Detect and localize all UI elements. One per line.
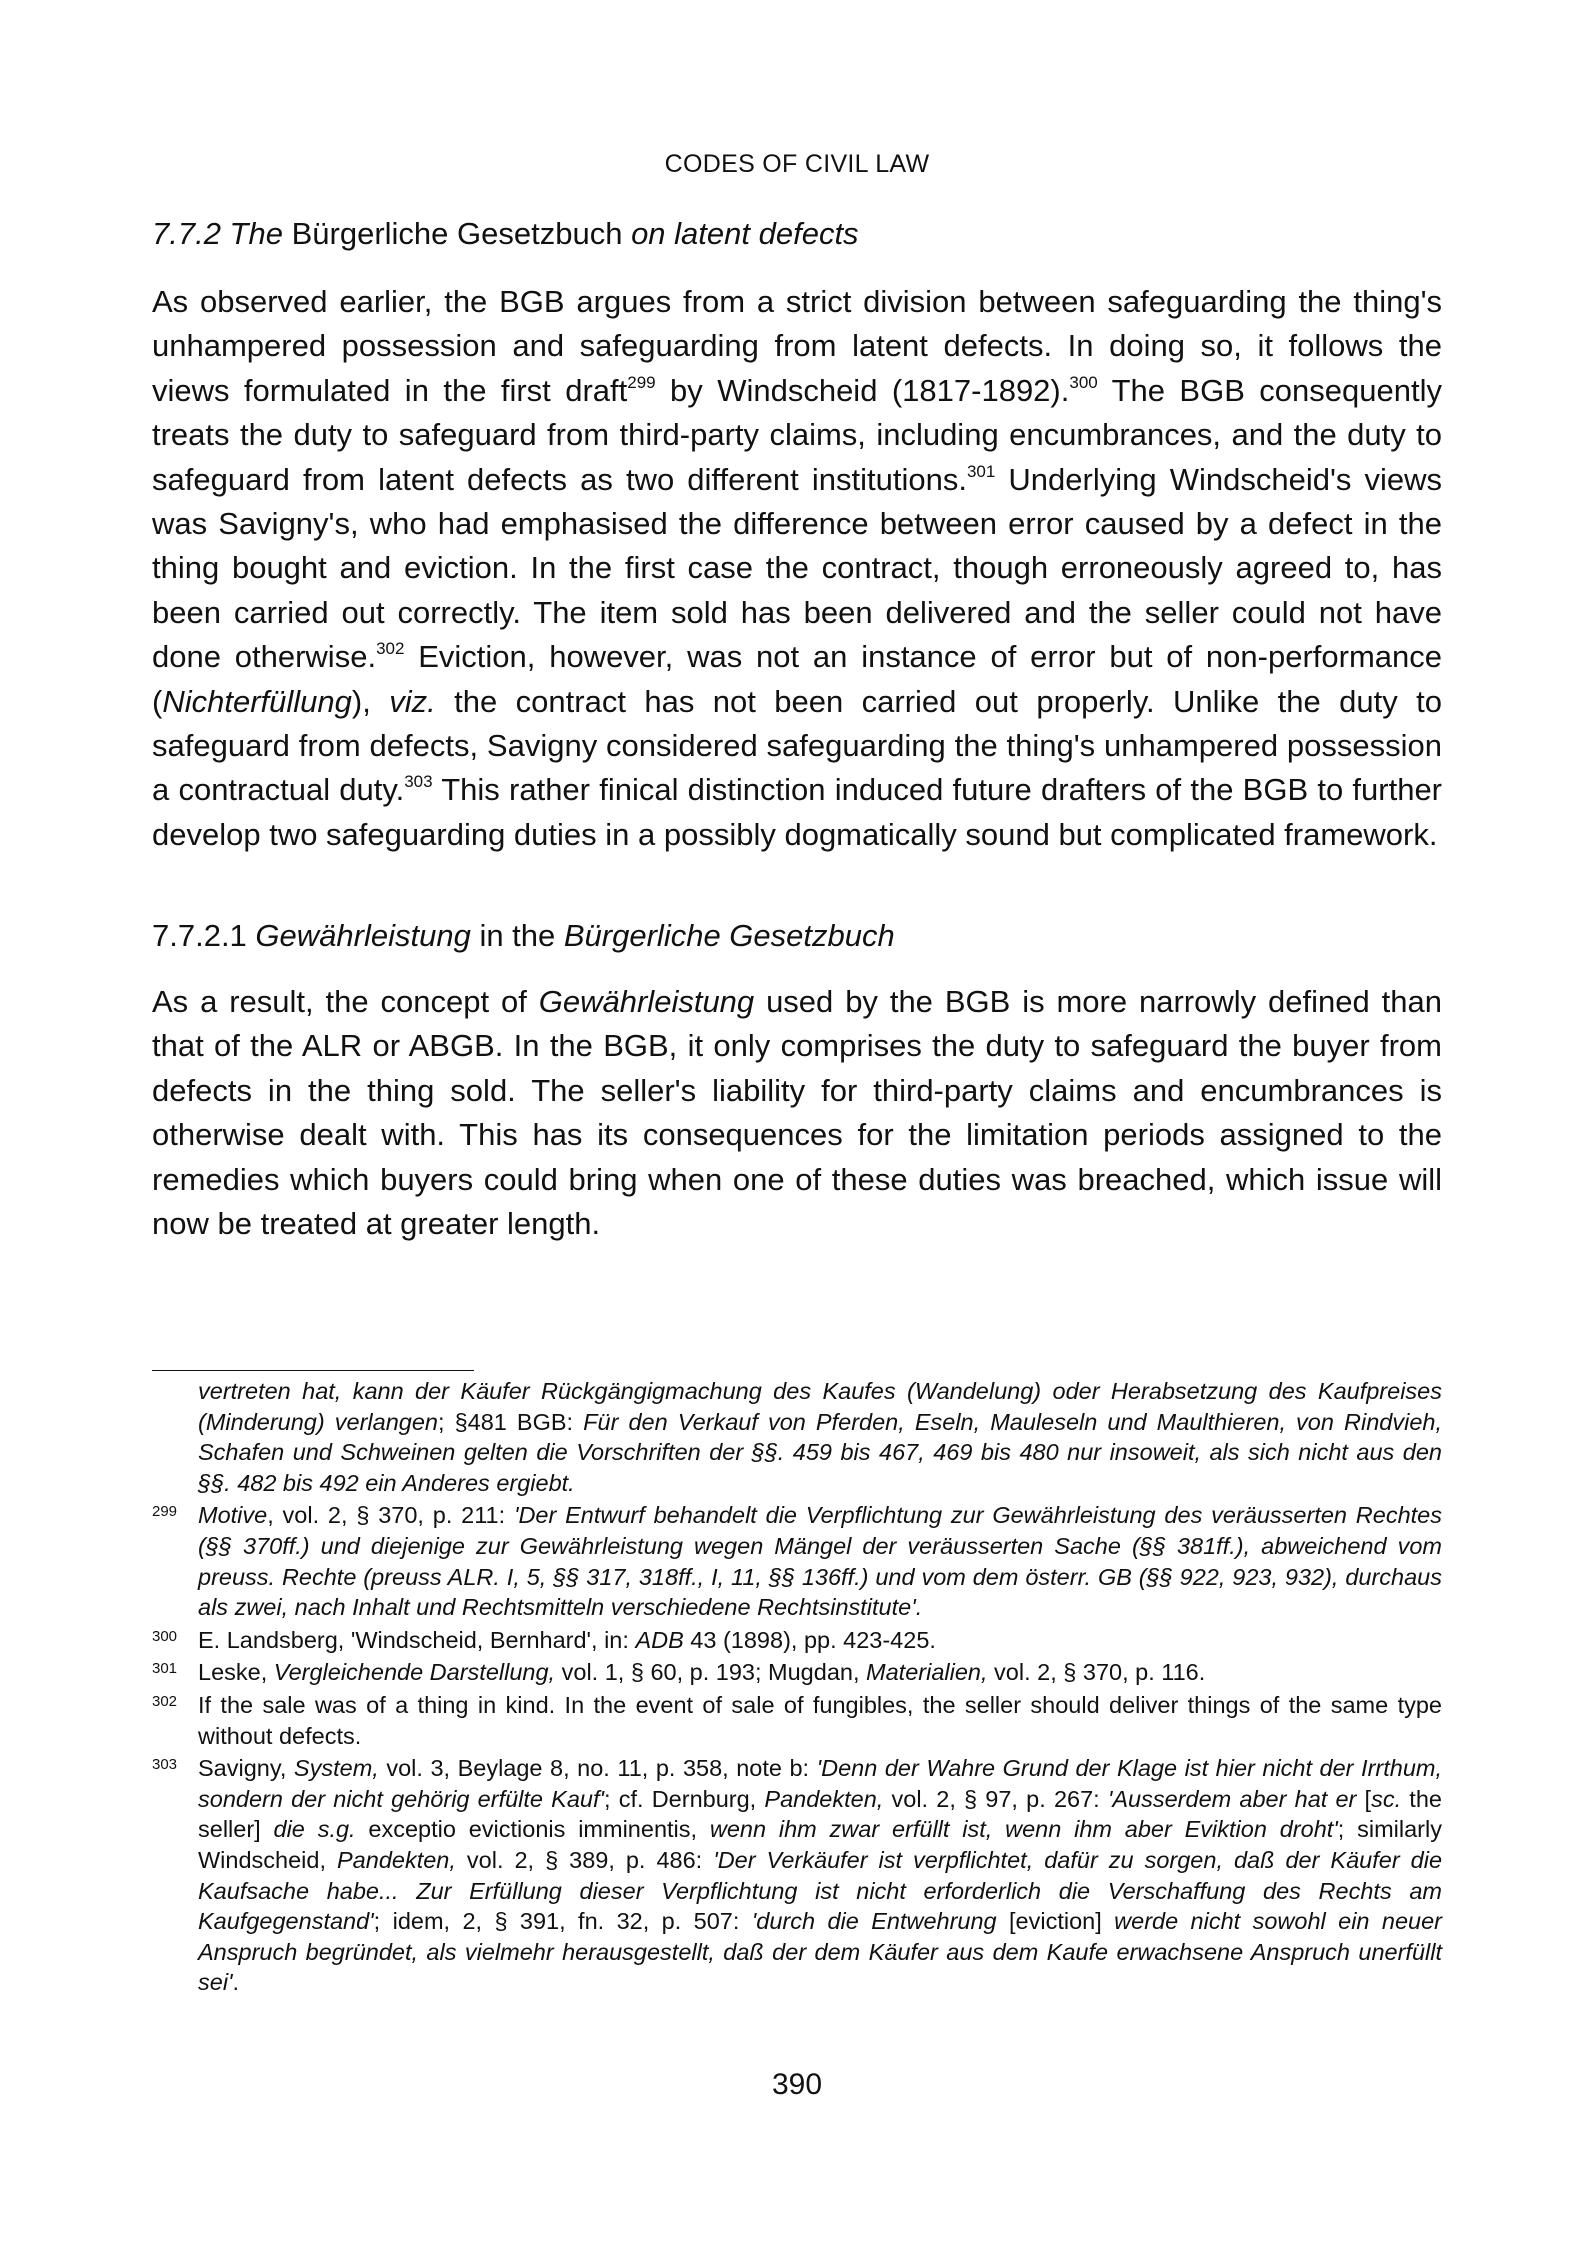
footnote-302: 302 If the sale was of a thing in kind. In the event of sale of fungibles, the seller should deliver things of the same type without defects. [152, 1690, 1442, 1751]
body-paragraph-2: As a result, the concept of Gewährleistung used by the BGB is more narrowly defined than that of the ALR or ABGB. In the BGB, it only comprises the duty to safeguard the buyer from defects in the thing sold. The seller's liability for third-party claims and encumbrances is otherwise dealt with. This has its consequences for the limitation periods assigned to the remedies which buyers could bring when one of these duties was breached, which issue will now be treated at greater length. [152, 984, 1442, 1242]
footnote-number: 303 [152, 1756, 178, 1774]
page-number: 390 [771, 2068, 823, 2101]
footnote-ref-300[interactable]: 300 [1069, 372, 1098, 392]
footnote-number: 302 [152, 1692, 178, 1710]
footnote-ref-303[interactable]: 303 [404, 772, 433, 792]
footnote-continuation: vertreten hat, kann der Käufer Rückgängigmachung des Kaufes (Wandelung) oder Herabsetzung des Kaufpreises (Minderung) verlangen; §481 BGB: Für den Verkauf von Pferden, Eseln, Mauleseln und Maulthieren, von Rindvieh, Schafen und Schweinen gelten die Vorschriften der §§. 459 bis 467, 469 bis 480 nur insoweit, als sich nicht aus den §§. 482 bis 492 ein Anderes ergiebt. [198, 1378, 1442, 1496]
section-heading: 7.7.2 The Bürgerliche Gesetzbuch on latent defects [152, 216, 859, 251]
footnotes [152, 1376, 1442, 1998]
footnote-divider [152, 1370, 474, 1371]
footnote-number: 301 [152, 1660, 178, 1678]
footnote-number: 300 [152, 1627, 178, 1645]
running-head: CODES OF CIVIL LAW [664, 150, 930, 178]
footnote-303: 303 Savigny, System, vol. 3, Beylage 8, no. 11, p. 358, note b: 'Denn der Wahre Grund der Klage ist hier nicht der Irrthum, sondern der nicht gehörig erfülte Kauf'; cf. Dernburg, Pandekten, vol. 2, § 97, p. 267: 'Ausserdem aber hat er [sc. the seller] die s.g. exceptio evictionis imminentis, wenn ihm zwar erfüllt ist, wenn ihm aber Eviktion droht'; similarly Windscheid, Pandekten, vol. 2, § 389, p. 486: 'Der Verkäufer ist verpflichtet, dafür zu sorgen, daß der Käufer die Kaufsache habe... Zur Erfüllung dieser Verpflichtung ist nicht erforderlich die Verschaffung des Rechts am Kaufgegenstand'; idem, 2, § 391, fn. 32, p. 507: 'durch die Entwehrung [eviction] werde nicht sowohl ein neuer Anspruch begründet, als vielmehr herausgestellt, daß der dem Käufer aus dem Kaufe erwachsene Anspruch unerfüllt sei'. [152, 1753, 1442, 1998]
footnote-301: 301 Leske, Vergleichende Darstellung, vol. 1, § 60, p. 193; Mugdan, Materialien, vol. 2, § 370, p. 116. [152, 1657, 1442, 1688]
footnote-number: 299 [152, 1503, 178, 1521]
body-paragraph-1: As observed earlier, the BGB argues from a strict division between safeguarding the thing's unhampered possession and safeguarding from latent defects. In doing so, it follows the views formulated in the first draft$^{299}$ by Windscheid (1817-1892).$^{300}$ The BGB consequently treats the duty to safeguard from third-party claims, including encumbrances, and the duty to safeguard from latent defects as two different institutions.$^{301}$ Underlying Windscheid's views was Savigny's, who had emphasised the difference between error caused by a defect in the thing bought and eviction. In the first case the contract, though erroneously agreed to, has been carried out correctly. The item sold has been delivered and the seller could not have done otherwise.$^{302}$ Eviction, however, was not an instance of error but of non-performance (Nichterfüllung), viz. the contract has not been carried out properly. Unlike the duty to safeguard from defects, Savigny considered safeguarding the thing's unhampered possession a contractual duty.$^{303}$ This rather finical distinction induced future drafters of the BGB to further develop two safeguarding duties in a possibly dogmatically sound but complicated framework. [152, 284, 1443, 852]
footnote-300: 300 E. Landsberg, 'Windscheid, Bernhard', in: ADB 43 (1898), pp. 423-425. [152, 1625, 1442, 1656]
footnote-299: 299 Motive, vol. 2, § 370, p. 211: 'Der Entwurf behandelt die Verpflichtung zur Gewährleistung des veräusserten Rechtes (§§ 370ff.) und diejenige zur Gewährleistung wegen Mängel der veräusserten Sache (§§ 381ff.), abweichend vom preuss. Rechte (preuss ALR. I, 5, §§ 317, 318ff., I, 11, §§ 136ff.) und vom dem österr. GB (§§ 922, 923, 932), durchaus als zwei, nach Inhalt und Rechtsmitteln verschiedene Rechtsinstitute'. [152, 1500, 1442, 1622]
footnote-ref-299[interactable]: 299 [627, 372, 656, 392]
footnote-ref-301[interactable]: 301 [966, 461, 996, 481]
subsection-heading: 7.7.2.1 Gewährleistung in the Bürgerliche Gesetzbuch [152, 918, 895, 953]
footnote-ref-302[interactable]: 302 [376, 639, 405, 659]
